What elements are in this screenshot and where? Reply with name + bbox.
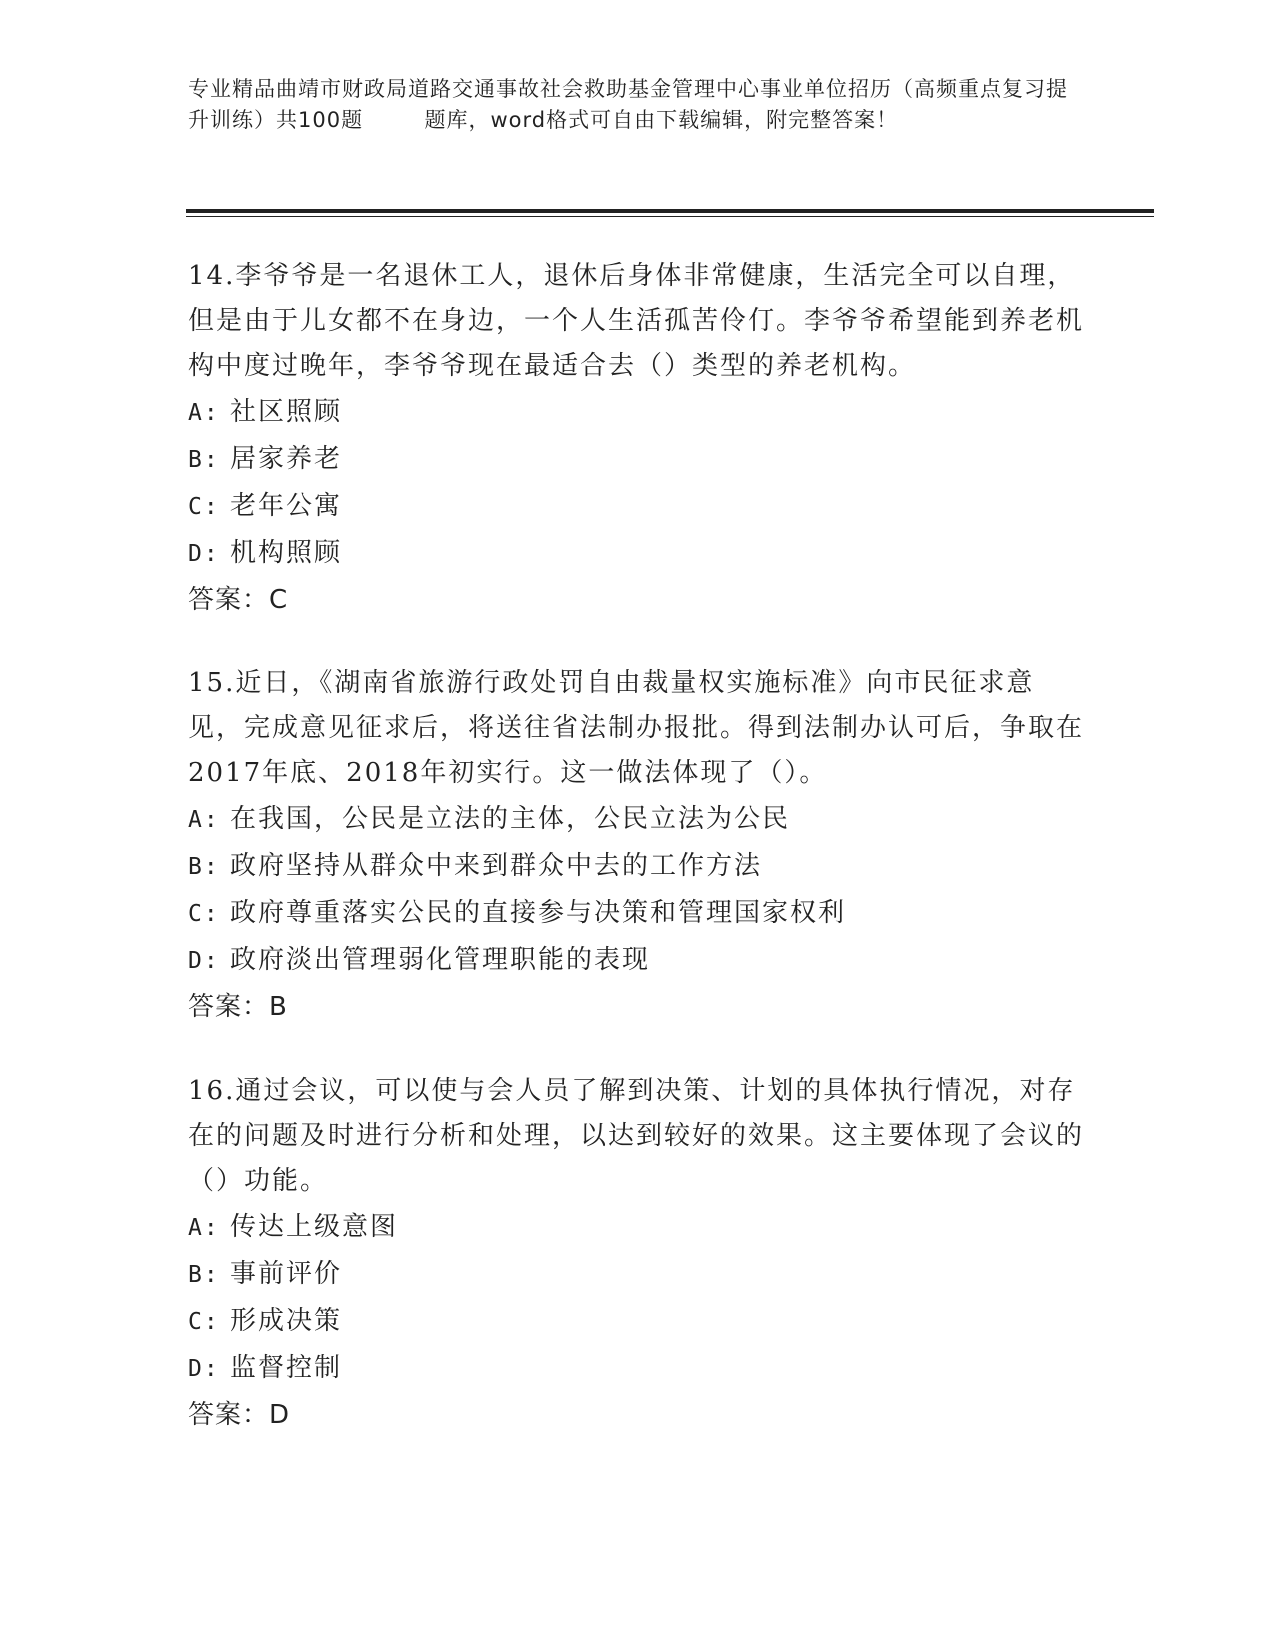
option-text: 在我国，公民是立法的主体，公民立法为公民: [229, 804, 790, 834]
option-text: 居家养老: [229, 444, 342, 474]
question-15: [188, 661, 1088, 1030]
option-b: [188, 843, 1088, 890]
option-text: 老年公寓: [229, 491, 342, 521]
option-letter: C:: [188, 494, 220, 520]
question-14: [188, 254, 1088, 623]
option-text: 社区照顾: [229, 397, 342, 427]
document-header-title: 专业精品曲靖市财政局道路交通事故社会救助基金管理中心事业单位招历（高频重点复习提升训练）共100题 题库，word格式可自由下载编辑，附完整答案！: [188, 77, 1068, 132]
option-text: 传达上级意图: [229, 1212, 398, 1242]
option-letter: A:: [188, 400, 220, 426]
question-16: [188, 1069, 1088, 1438]
option-letter: B:: [188, 447, 220, 473]
question-stem: 14.李爷爷是一名退休工人，退休后身体非常健康，生活完全可以自理，但是由于儿女都不在身边，一个人生活孤苦伶仃。李爷爷希望能到养老机构中度过晚年，李爷爷现在最适合去（）类型的养老机构。: [188, 261, 1085, 381]
option-letter: D:: [188, 1356, 220, 1382]
header-divider-thin: [186, 216, 1154, 217]
option-letter: C:: [188, 901, 220, 927]
option-text: 机构照顾: [229, 538, 342, 568]
option-b: [188, 1251, 1088, 1298]
option-text: 事前评价: [229, 1259, 342, 1289]
option-c: [188, 1298, 1088, 1345]
option-letter: D:: [188, 541, 220, 567]
option-text: 政府淡出管理弱化管理职能的表现: [229, 945, 650, 975]
option-letter: B:: [188, 854, 220, 880]
question-stem: 15.近日，《湖南省旅游行政处罚自由裁量权实施标准》向市民征求意见，完成意见征求后，将送往省法制办报批。得到法制办认可后，争取在2017年底、2018年初实行。这一做法体现了（）。: [188, 668, 1085, 788]
option-letter: A:: [188, 807, 220, 833]
answer-label: 答案：B: [188, 992, 288, 1022]
option-a: [188, 389, 1088, 436]
option-letter: D:: [188, 948, 220, 974]
option-text: 政府坚持从群众中来到群众中去的工作方法: [229, 851, 762, 881]
answer-label: 答案：D: [188, 1400, 291, 1430]
option-c: [188, 890, 1088, 937]
header-divider-thick: [186, 209, 1154, 213]
option-d: [188, 937, 1088, 984]
option-text: 形成决策: [229, 1306, 342, 1336]
option-letter: C:: [188, 1309, 220, 1335]
option-d: [188, 530, 1088, 577]
option-c: [188, 483, 1088, 530]
question-stem: 16.通过会议，可以使与会人员了解到决策、计划的具体执行情况，对存在的问题及时进行分析和处理，以达到较好的效果。这主要体现了会议的（）功能。: [188, 1076, 1085, 1196]
option-d: [188, 1345, 1088, 1392]
option-a: [188, 1204, 1088, 1251]
option-a: [188, 796, 1088, 843]
option-text: 政府尊重落实公民的直接参与决策和管理国家权利: [229, 898, 846, 928]
option-letter: B:: [188, 1262, 220, 1288]
option-b: [188, 436, 1088, 483]
option-letter: A:: [188, 1215, 220, 1241]
answer-label: 答案：C: [188, 585, 289, 615]
option-text: 监督控制: [229, 1353, 342, 1383]
